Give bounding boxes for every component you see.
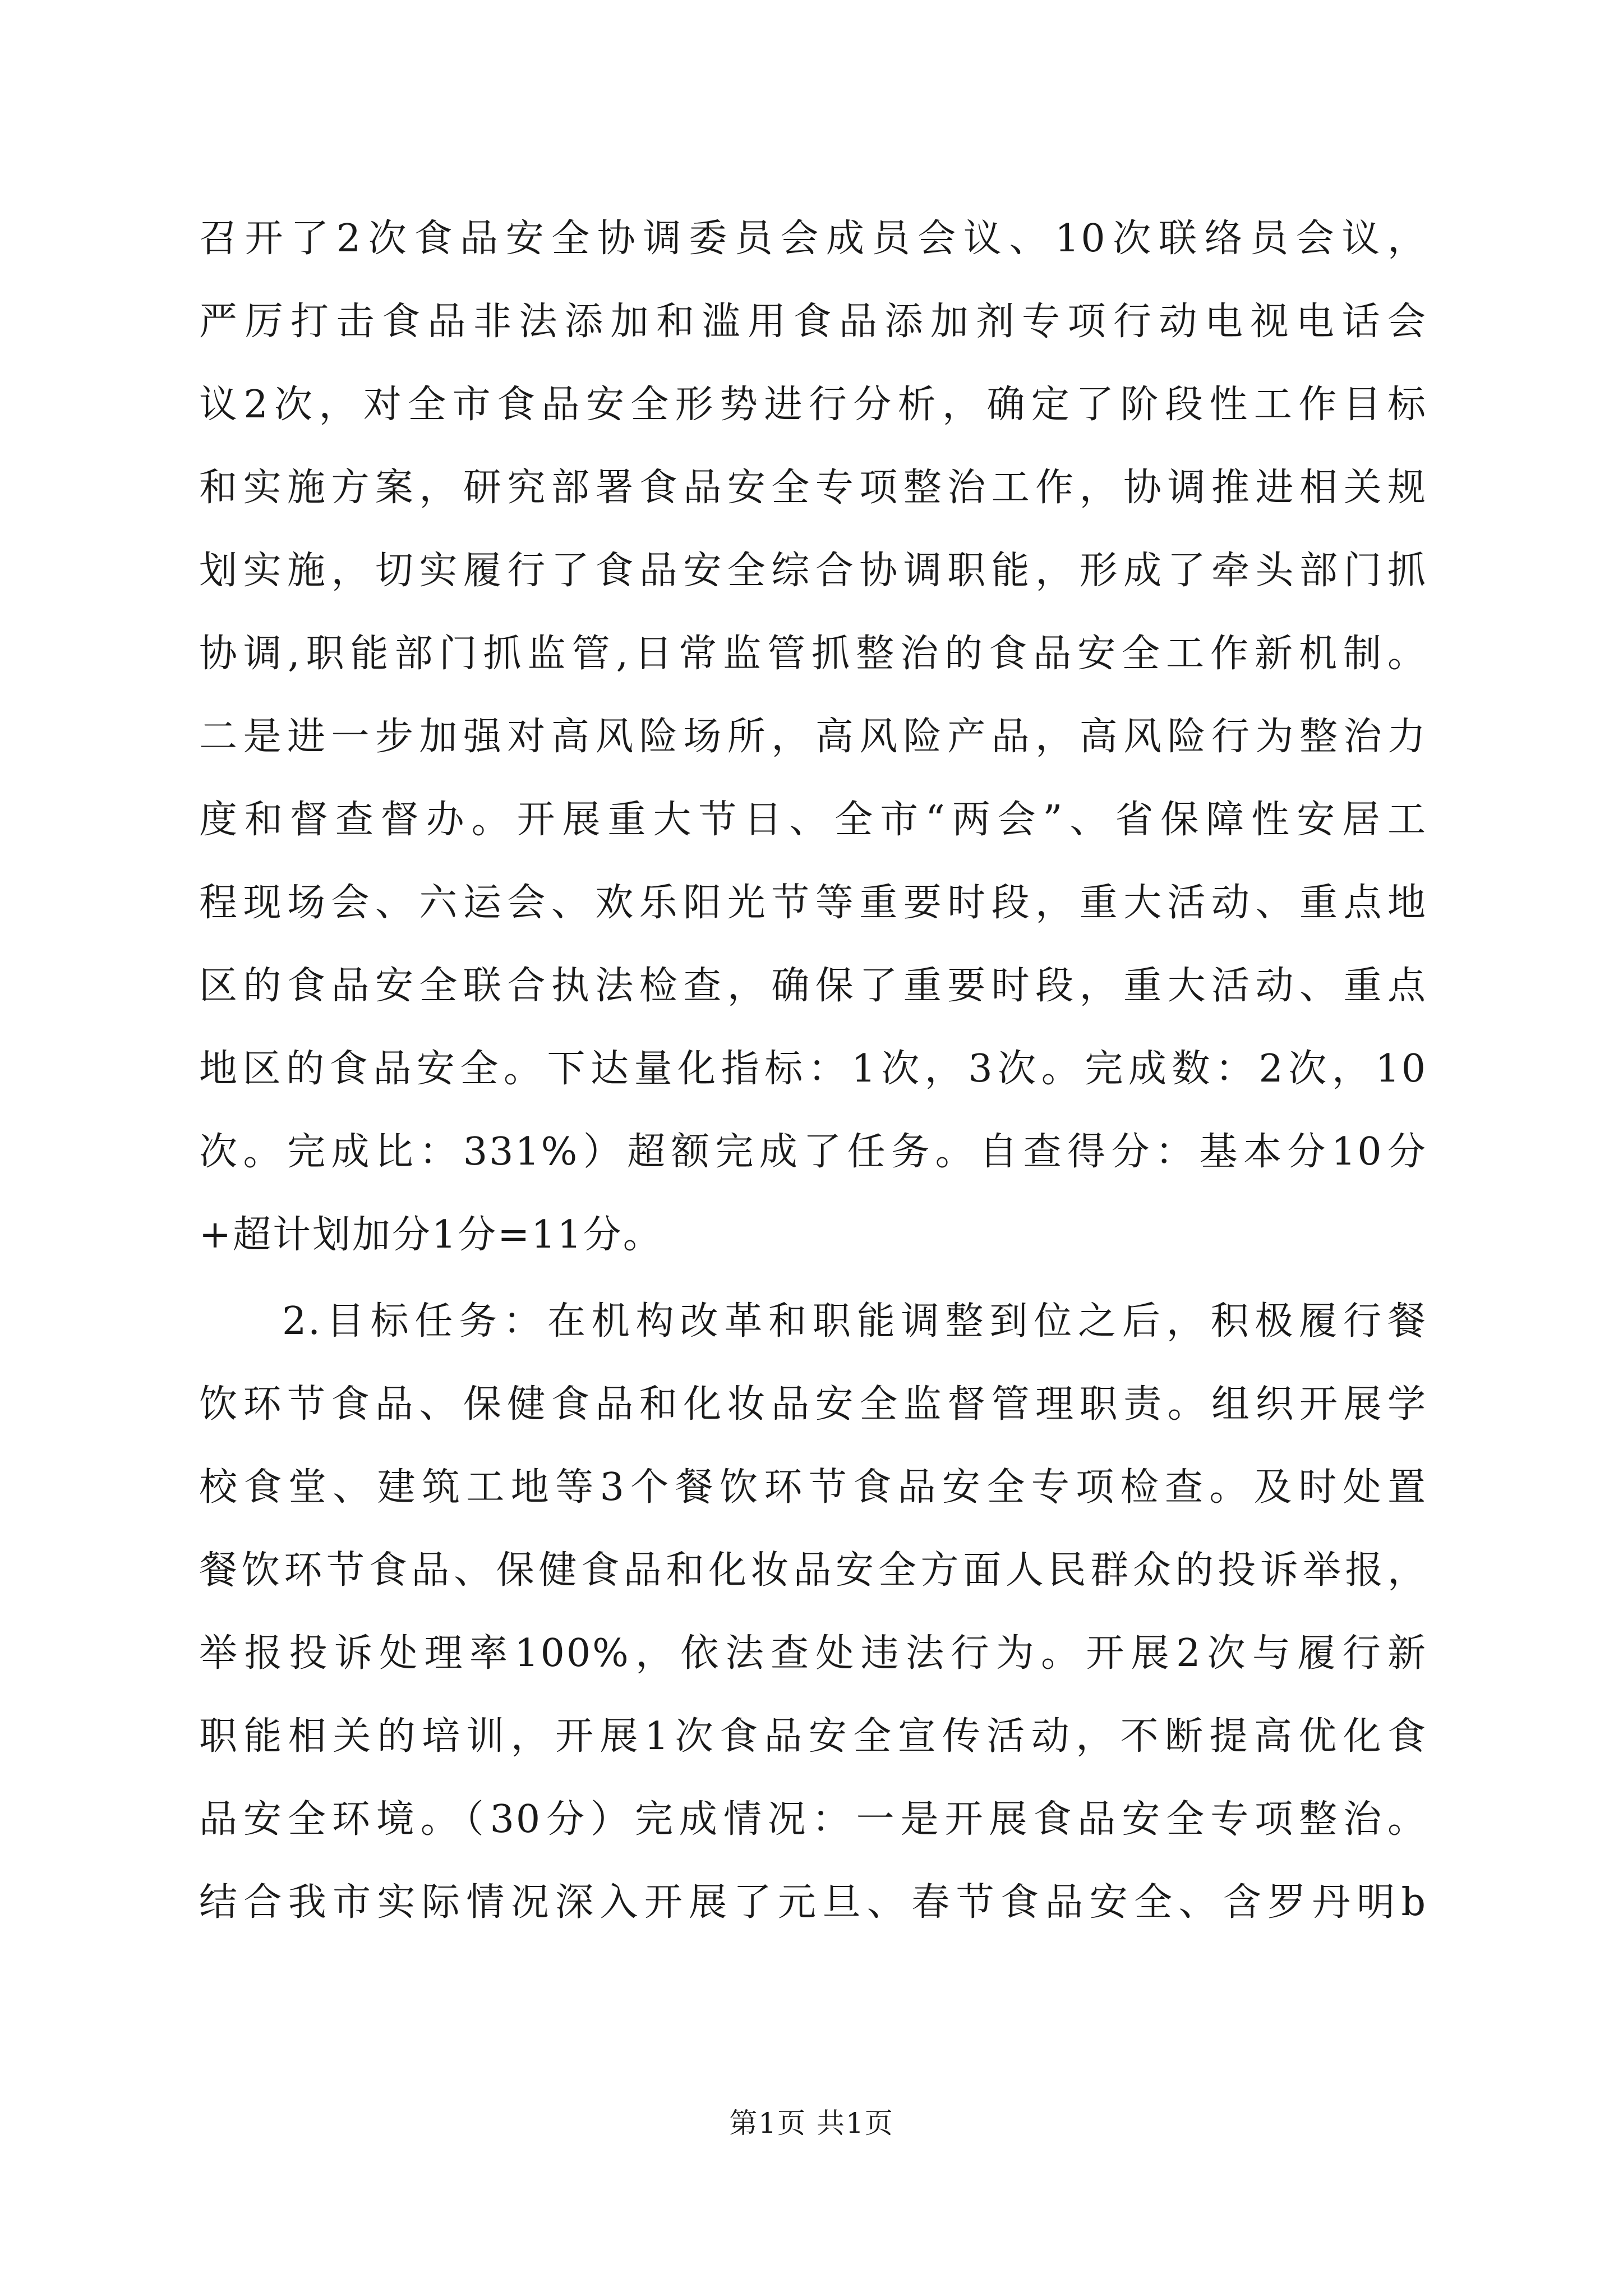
text-line: 2.目标任务：在机构改革和职能调整到位之后，积极履行餐 [282, 1299, 1427, 1343]
text-line: 举报投诉处理率100%，依法查处违法行为。开展2次与履行新 [199, 1631, 1427, 1676]
text-line: 次。完成比：331%）超额完成了任务。自查得分：基本分10分 [199, 1130, 1427, 1174]
paragraph-2 [199, 1280, 1427, 1944]
text-line: 协调,职能部门抓监管,日常监管抓整治的食品安全工作新机制。 [199, 632, 1427, 676]
text-line: 议2次，对全市食品安全形势进行分析，确定了阶段性工作目标 [199, 383, 1427, 427]
page-number: 第1页 共1页 [729, 2107, 894, 2139]
text-line: 召开了2次食品安全协调委员会成员会议、10次联络员会议， [199, 217, 1427, 261]
text-line: +超计划加分1分=11分。 [199, 1213, 663, 1257]
document-body [199, 197, 1427, 1944]
text-line: 度和督查督办。开展重大节日、全市“两会”、省保障性安居工 [199, 798, 1427, 842]
text-line: 饮环节食品、保健食品和化妆品安全监督管理职责。组织开展学 [199, 1382, 1427, 1427]
text-line: 严厉打击食品非法添加和滥用食品添加剂专项行动电视电话会 [199, 300, 1427, 344]
paragraph-1 [199, 197, 1427, 1277]
text-line: 地区的食品安全。下达量化指标：1次，3次。完成数：2次，10 [199, 1047, 1427, 1091]
text-line: 划实施，切实履行了食品安全综合协调职能，形成了牵头部门抓 [199, 549, 1427, 593]
text-line: 餐饮环节食品、保健食品和化妆品安全方面人民群众的投诉举报， [199, 1548, 1427, 1593]
text-line: 品安全环境。（30分）完成情况：一是开展食品安全专项整治。 [199, 1797, 1427, 1842]
page-footer [0, 2101, 1623, 2141]
text-line: 和实施方案，研究部署食品安全专项整治工作，协调推进相关规 [199, 466, 1427, 510]
text-line: 结合我市实际情况深入开展了元旦、春节食品安全、含罗丹明b [199, 1880, 1427, 1925]
text-line: 职能相关的培训，开展1次食品安全宣传活动，不断提高优化食 [199, 1714, 1427, 1759]
text-line: 区的食品安全联合执法检查，确保了重要时段，重大活动、重点 [199, 964, 1427, 1008]
text-line: 二是进一步加强对高风险场所，高风险产品，高风险行为整治力 [199, 715, 1427, 759]
text-line: 校食堂、建筑工地等3个餐饮环节食品安全专项检查。及时处置 [199, 1465, 1427, 1510]
text-line: 程现场会、六运会、欢乐阳光节等重要时段，重大活动、重点地 [199, 881, 1427, 925]
